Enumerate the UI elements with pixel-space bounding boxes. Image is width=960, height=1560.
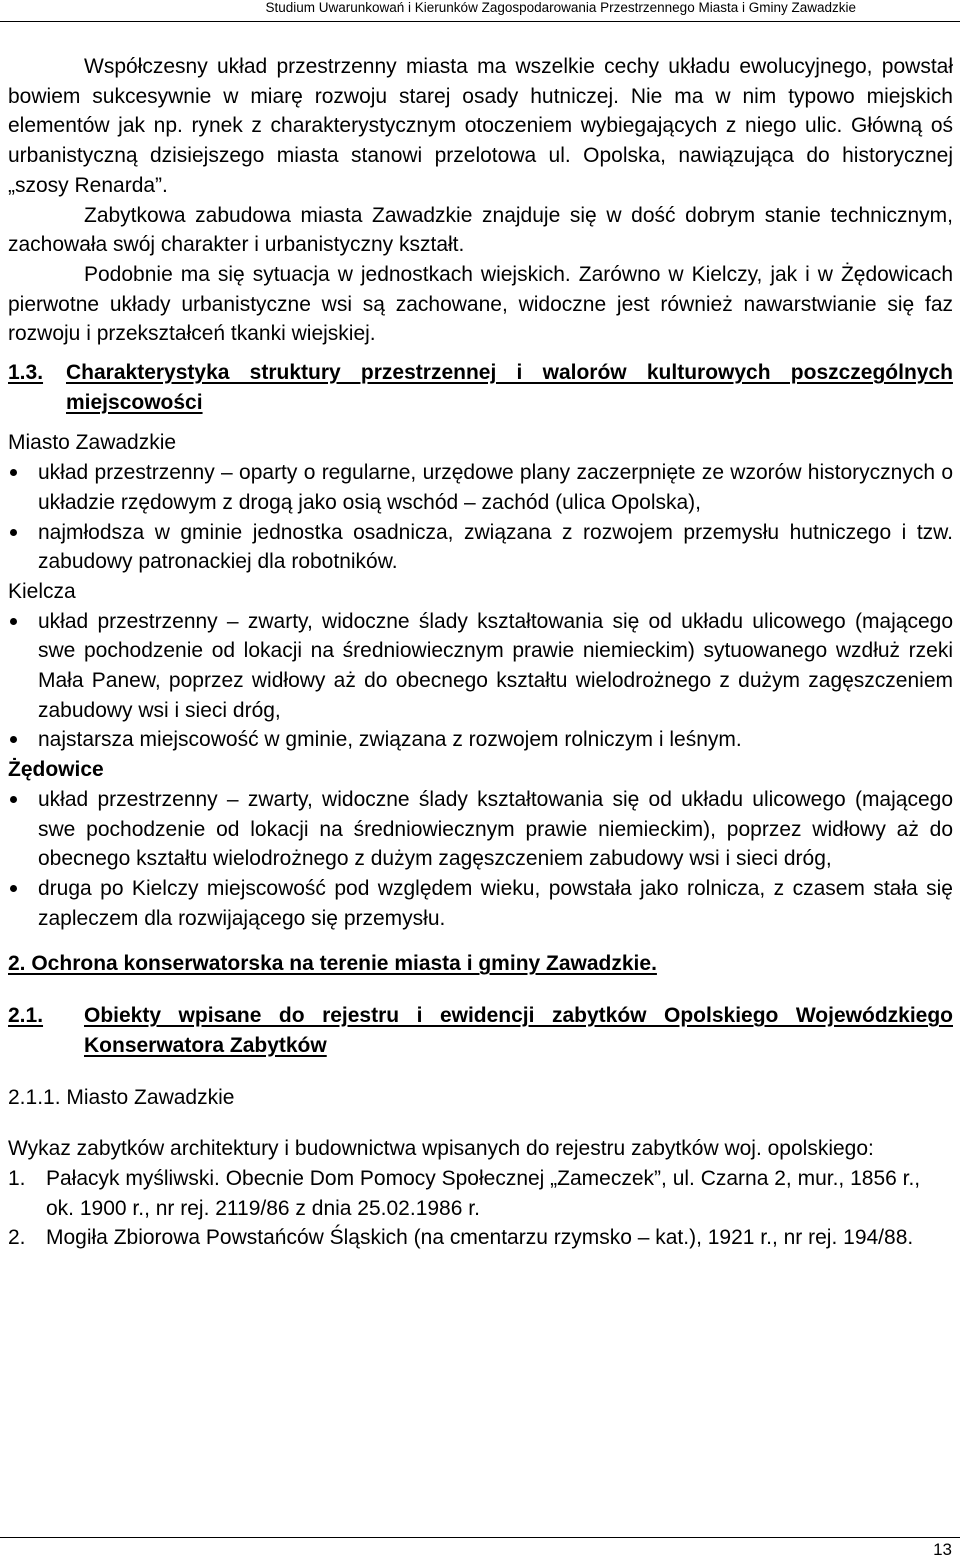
registry-list <box>8 1164 953 1253</box>
bullet-list-zedowice <box>8 785 953 934</box>
section-title: Obiekty wpisane do rejestru i ewidencji zabytków Opolskiego Wojewódzkiego Konserwatora Zabytków <box>84 1004 953 1057</box>
town-heading-zawadzkie: Miasto Zawadzkie <box>8 431 177 455</box>
header-rule <box>0 21 960 22</box>
list-item: układ przestrzenny – zwarty, widoczne ślady kształtowania się od układu ulicowego (mającego swe pochodzenie od lokacji na średniowiecznym prawie niemieckim), poprzez widłowy aż do obecnego kształtu wielodrożnego z dużym zagęszczeniem zabudowy wsi i sieci dróg, <box>8 785 953 874</box>
town-heading-kielcza: Kielcza <box>8 579 76 603</box>
page-content <box>8 52 953 1253</box>
paragraph-urban-layout: Współczesny układ przestrzenny miasta ma wszelkie cechy układu ewolucyjnego, powstał bowiem sukcesywnie w miarę rozwoju starej osady hutniczej. Nie ma w nim typowo miejskich elementów jak np. rynek z charakterystycznym otoczeniem wybiegających z niego ulic. Główną oś urbanistyczną dzisiejszego miasta stanowi przelotowa ul. Opolska, nawiązująca do historycznej „szosy Renarda”. <box>8 55 953 197</box>
footer-rule <box>0 1537 960 1538</box>
list-item: druga po Kielczy miejscowość pod względem wieku, powstała jako rolnicza, z czasem stała się zapleczem dla rozwijającego się przemysłu. <box>8 874 953 933</box>
list-item: 1. Pałacyk myśliwski. Obecnie Dom Pomocy Społecznej „Zameczek”, ul. Czarna 2, mur., 1856 r., ok. 1900 r., nr rej. 2119/86 z dnia 25.02.1986 r. <box>8 1166 921 1220</box>
bullet-icon <box>10 469 17 476</box>
registry-intro: Wykaz zabytków architektury i budownictwa wpisanych do rejestru zabytków woj. opolskiego: <box>8 1137 874 1161</box>
section-heading-2: 2. Ochrona konserwatorska na terenie miasta i gminy Zawadzkie. <box>8 952 657 976</box>
bullet-list-kielcza <box>8 607 953 756</box>
list-item: układ przestrzenny – zwarty, widoczne ślady kształtowania się od układu ulicowego (mającego swe pochodzenie od lokacji na średniowiecznym prawie niemieckim) sytuowanego wzdłuż rzeki Mała Panew, poprzez widłowy aż do obecnego kształtu wielodrożnego z dużym zagęszczeniem zabudowy wsi i sieci dróg, <box>8 607 953 726</box>
section-heading-2-1 <box>8 1001 953 1060</box>
paragraph-historic-buildings: Zabytkowa zabudowa miasta Zawadzkie znajduje się w dość dobrym stanie technicznym, zachowała swój charakter i urbanistyczny kształt. <box>8 203 953 257</box>
list-item: 2. Mogiła Zbiorowa Powstańców Śląskich (na cmentarzu rzymsko – kat.), 1921 r., nr rej. 194/88. <box>8 1226 914 1250</box>
section-heading-2-1-1: 2.1.1. Miasto Zawadzkie <box>8 1085 235 1109</box>
town-heading-zedowice: Żędowice <box>8 758 104 782</box>
bullet-icon <box>10 796 17 803</box>
bullet-icon <box>10 885 17 892</box>
running-header: Studium Uwarunkowań i Kierunków Zagospodarowania Przestrzennego Miasta i Gminy Zawadzkie <box>265 0 856 15</box>
paragraph-villages: Podobnie ma się sytuacja w jednostkach wiejskich. Zarówno w Kielczy, jak i w Żędowicach pierwotne układy urbanistyczne wsi są zachowane, widoczne jest również nawarstwianie się faz rozwoju i przekształceń tkanki wiejskiej. <box>8 262 953 346</box>
list-item: najmłodsza w gminie jednostka osadnicza, związana z rozwojem przemysłu hutniczego i tzw. zabudowy patronackiej dla robotników. <box>8 518 953 577</box>
section-number: 1.3. <box>8 361 44 385</box>
section-title: Charakterystyka struktury przestrzennej i walorów kulturowych poszczególnych miejscowości <box>66 361 953 414</box>
bullet-icon <box>10 618 17 625</box>
section-heading-1-3 <box>8 358 953 417</box>
list-item: układ przestrzenny – oparty o regularne, urzędowe plany zaczerpnięte ze wzorów historycznych o układzie rzędowym z drogą jako osią wschód – zachód (ulica Opolska), <box>8 458 953 517</box>
bullet-list-zawadzkie <box>8 458 953 577</box>
section-number: 2.1. <box>8 1004 44 1028</box>
list-item: najstarsza miejscowość w gminie, związana z rozwojem rolniczym i leśnym. <box>8 725 953 755</box>
page-number: 13 <box>933 1540 952 1559</box>
bullet-icon <box>10 529 17 536</box>
bullet-icon <box>10 736 17 743</box>
